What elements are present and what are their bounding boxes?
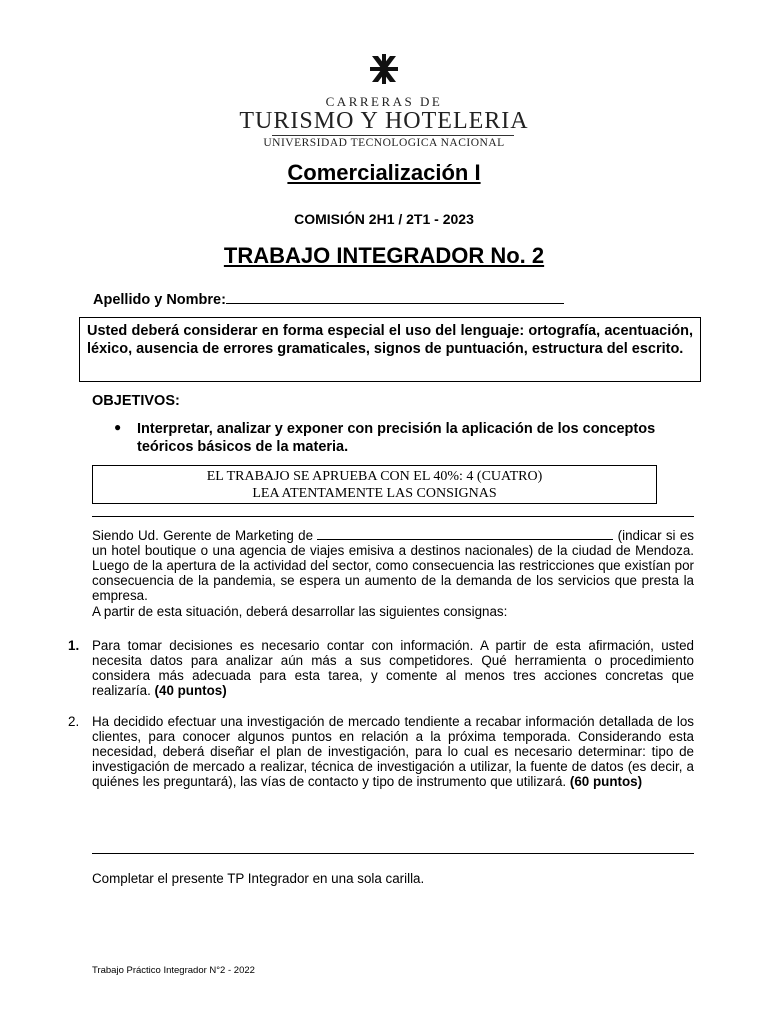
approval-box xyxy=(92,465,657,504)
closing-instruction: Completar el presente TP Integrador en una sola carilla. xyxy=(92,871,425,886)
question-number: 1. xyxy=(68,638,80,653)
assignment-title: TRABAJO INTEGRADOR No. 2 xyxy=(223,243,545,268)
closing-divider xyxy=(92,853,694,854)
bullet-icon: ● xyxy=(114,420,122,434)
question-text: Para tomar decisiones es necesario contar con información. A partir de esta afirmación, usted necesita datos para analizar aún más a sus competidores. Qué herramienta o procedimiento considera más adecuada para esta tarea, y comente al menos tres acciones concretas que realizaría. xyxy=(92,638,694,698)
name-field[interactable] xyxy=(93,290,564,308)
name-blank[interactable] xyxy=(226,290,564,304)
logo-title: TURISMO Y HOTELERIA xyxy=(239,108,529,134)
language-notice-box: Usted deberá considerar en forma especial el uso del lenguaje: ortografía, acentuación, léxico, ausencia de errores gramaticales, signos de puntuación, estructura del escrito. xyxy=(79,317,701,382)
logo-university: UNIVERSIDAD TECNOLOGICA NACIONAL xyxy=(263,137,505,149)
logo-subtitle: CARRERAS DE xyxy=(325,94,443,109)
company-blank[interactable] xyxy=(317,528,613,540)
name-label: Apellido y Nombre: xyxy=(93,292,226,308)
question-1 xyxy=(92,638,694,698)
course-title: Comercialización I xyxy=(287,160,481,185)
logo-divider xyxy=(272,135,514,136)
utn-emblem-icon xyxy=(370,54,398,84)
page-footer: Trabajo Práctico Integrador N°2 - 2022 xyxy=(92,965,255,976)
intro-instruction: A partir de esta situación, deberá desarrollar las siguientes consignas: xyxy=(92,604,508,619)
objectives-heading: OBJETIVOS: xyxy=(92,393,180,409)
question-points: (40 puntos) xyxy=(154,683,227,698)
question-points: (60 puntos) xyxy=(569,774,643,789)
question-number: 2. xyxy=(68,714,80,729)
approval-line: EL TRABAJO SE APRUEBA CON EL 40%: 4 (CUATRO) xyxy=(206,469,543,484)
question-text: Ha decidido efectuar una investigación de mercado tendiente a recabar información detallada de los clientes, para conocer algunos puntos en relación a la próxima temporada. Considerando esta necesidad, deberá diseñar el plan de investigación, para lo cual es necesario determinar: tipo de investigación de mercado a realizar, técnica de investigación a utilizar, la fuente de datos (es decir, a quiénes les preguntará), las vías de contacto y tipo de instrumento que utilizará. xyxy=(92,714,694,789)
section-divider xyxy=(92,516,694,517)
intro-paragraph xyxy=(92,528,694,603)
question-2 xyxy=(92,714,694,789)
intro-text-end: (indicar si es un hotel boutique o una agencia de viajes emisiva a destinos nacionales) de la ciudad de Mendoza. Luego de la apertura de la actividad del sector, como consecuencia las restricciones que existían por consecuencia de la pandemia, se espera un aumento de la demanda de los servicios que presta la empresa. xyxy=(92,528,694,603)
intro-text-start: Siendo Ud. Gerente de Marketing de xyxy=(92,528,314,543)
objective-item: Interpretar, analizar y exponer con precisión la aplicación de los conceptos teóricos básicos de la materia. xyxy=(137,421,656,455)
commission-label: COMISIÓN 2H1 / 2T1 - 2023 xyxy=(294,211,474,227)
instructions-line: LEA ATENTAMENTE LAS CONSIGNAS xyxy=(252,485,497,501)
